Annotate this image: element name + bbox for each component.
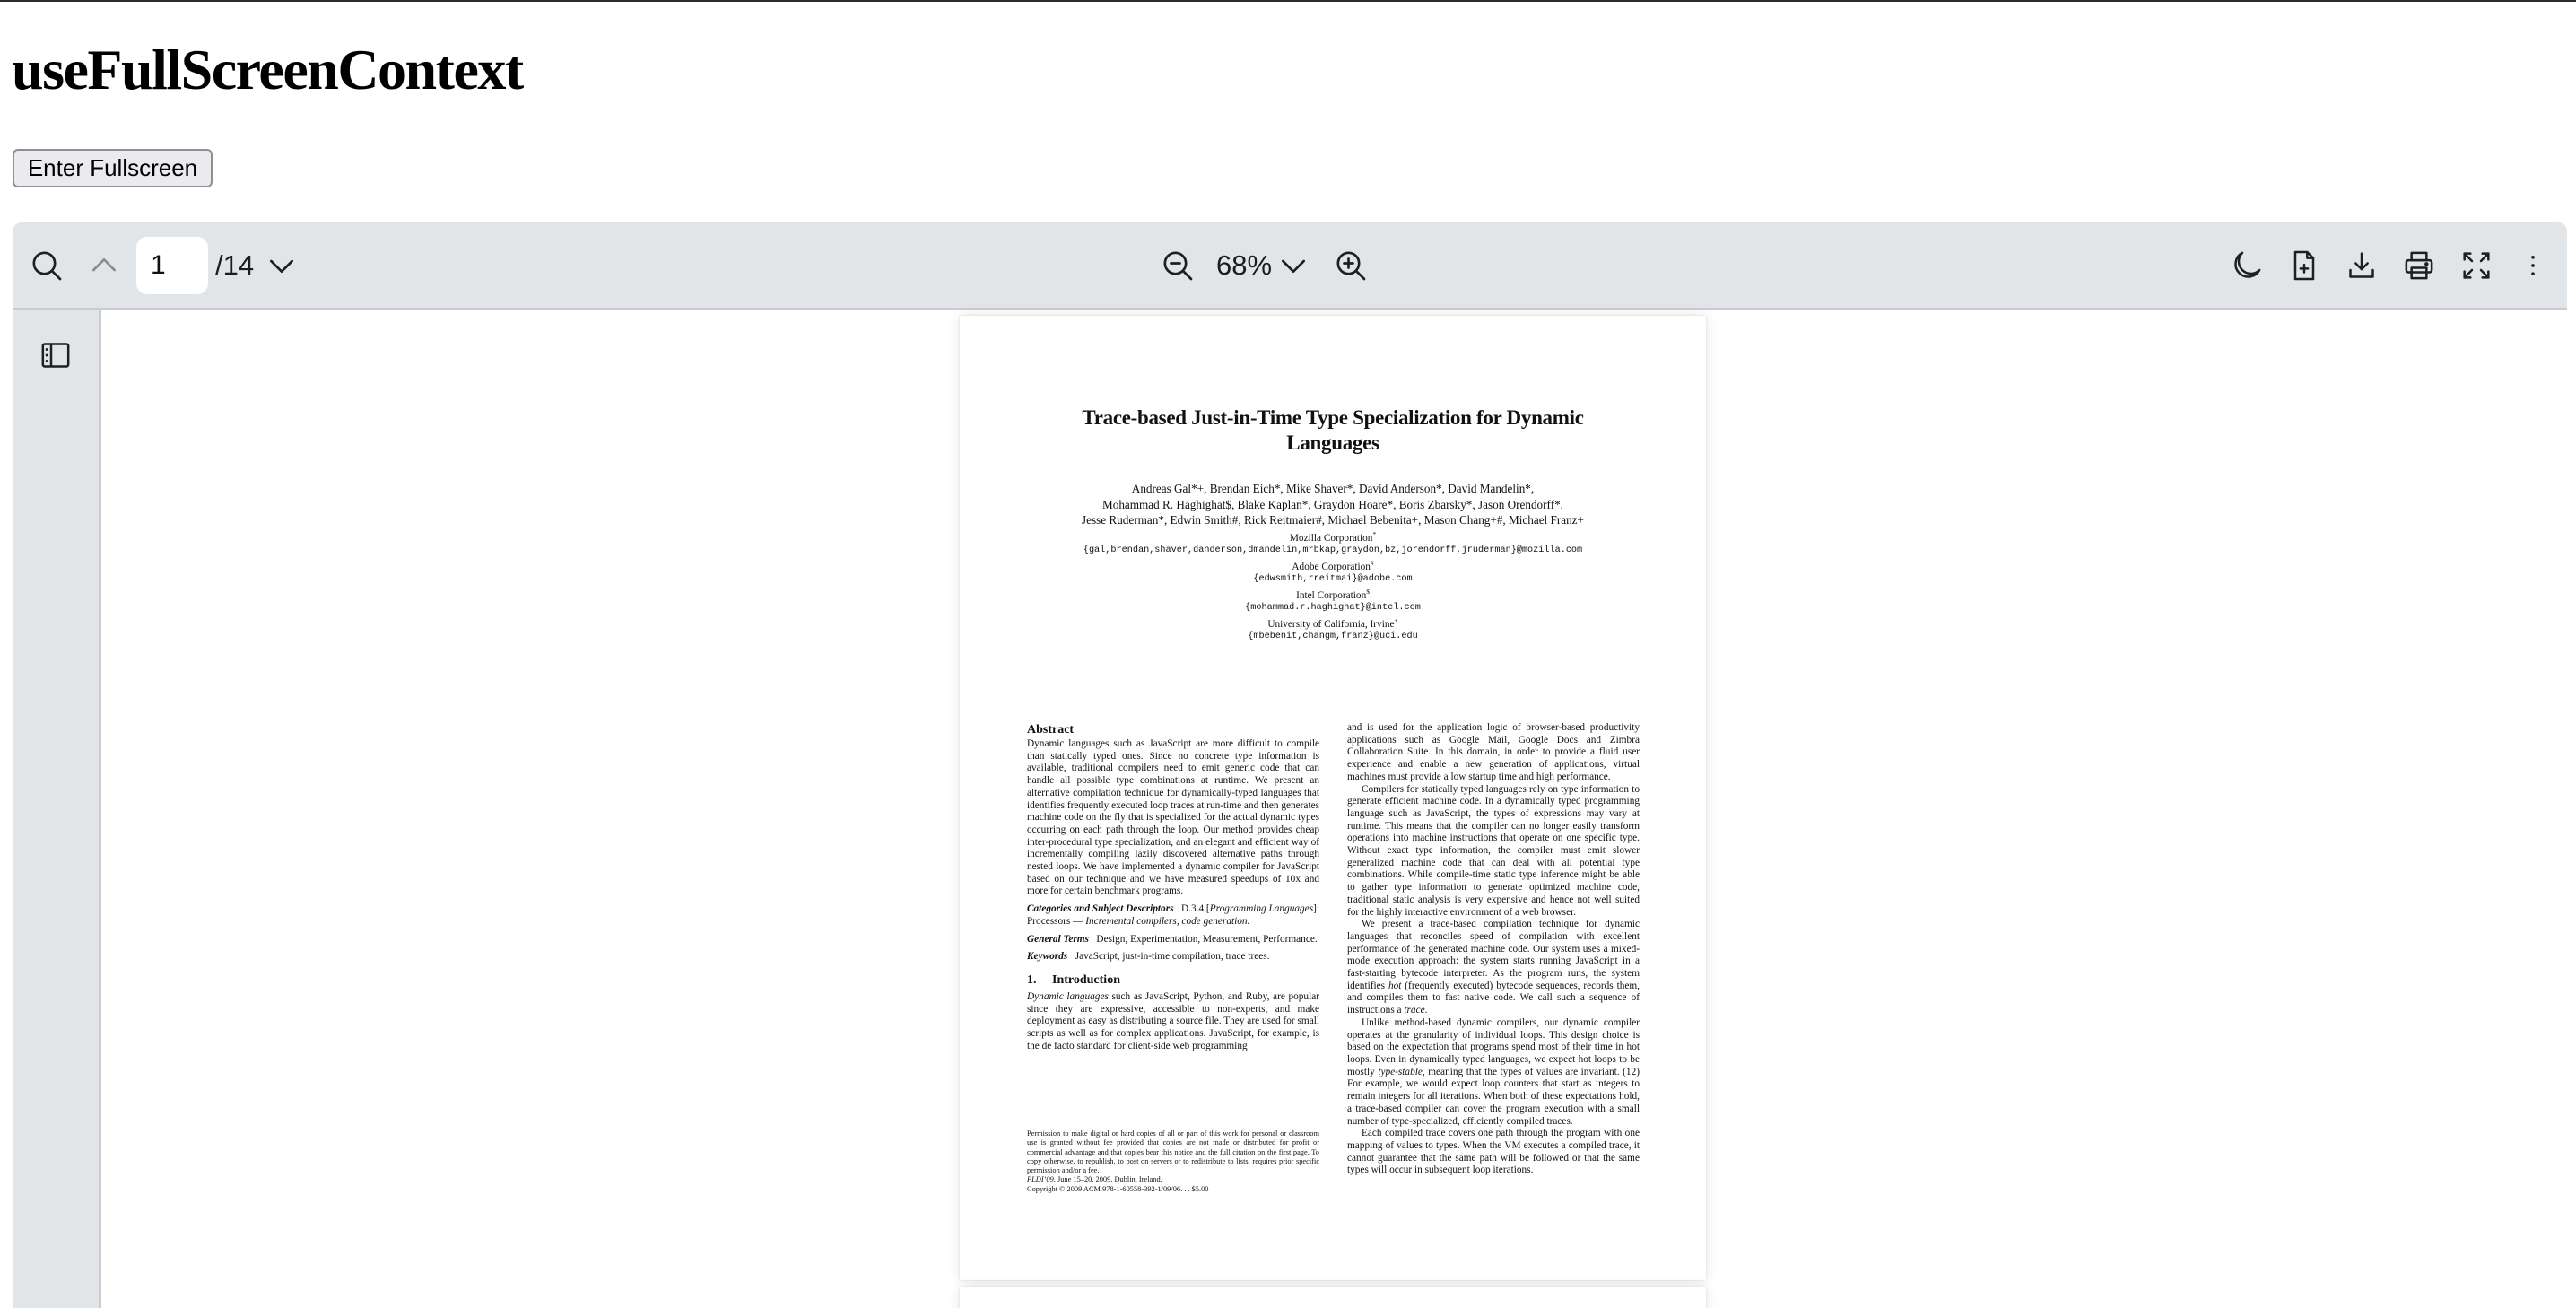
chevron-down-icon[interactable] <box>264 248 300 283</box>
paper-left-column <box>1027 722 1319 1052</box>
zoom-in-icon[interactable] <box>1333 248 1369 283</box>
affiliation: Adobe Corporation# {edwsmith,rreitmai}@adobe.com <box>1253 559 1413 584</box>
pdf-viewer <box>13 222 2567 1308</box>
viewer-sidebar <box>13 310 101 1308</box>
pdf-page-1 <box>960 316 1706 1280</box>
copyright-footnote: Permission to make digital or hard copies of all or part of this work for personal or classroom use is granted without fee provided that copies are not made or distributed for profit or commercial advantage and that copies bear this notice and the full citation on the first page. To copy otherwise, to republish, to post on servers or to redistribute to lists, requires prior specific permission and/or a fee. PLDI’09, June 15–20, 2009, Dublin, Ireland. Copyright © 2009 ACM 978-1-60558-392-1/09/06. . . $5.00 <box>1027 1129 1319 1193</box>
affiliation: Intel Corporation$ {mohammad.r.haghighat}@intel.com <box>1245 588 1421 613</box>
expand-icon[interactable] <box>2459 248 2494 283</box>
page-total-label: /14 <box>215 249 255 281</box>
pdf-page-2 <box>960 1287 1706 1308</box>
zoom-out-icon[interactable] <box>1160 248 1196 283</box>
abstract-heading: Abstract <box>1027 723 1075 737</box>
body-paragraph: and is used for the application logic of browser-based productivity applications such as Google Mail, Google Docs and Zimbra Collaboration Suite. In this domain, in order to provide a fluid user experience and enable a new generation of applications, virtual machines must provide a low startup time and high performance. <box>1347 722 1640 782</box>
chevron-up-icon[interactable] <box>86 248 122 283</box>
search-icon[interactable] <box>29 248 65 283</box>
intro-paragraph: Dynamic languages such as JavaScript, Python, and Ruby, are popular since they are expressive, accessible to non-experts, and make deployment as easy as distributing a source file. They are used for small scripts as well as for complex applications. JavaScript, for example, is the de facto standard for client-side web programming <box>1027 990 1319 1051</box>
more-vertical-icon[interactable] <box>2515 248 2551 283</box>
abstract-text: Dynamic languages such as JavaScript are more difficult to compile than statically typed ones. Since no concrete type information is available, traditional compilers need to emit generic code that can handle all possible type combinations at runtime. We present an alternative compilation technique for dynamically-typed languages that identifies frequently executed loop traces at run-time and then generates machine code on the fly that is specialized for the actual dynamic types occurring on each path through the loop. Our method provides cheap inter-procedural type specialization, and an elegant and efficient way of incrementally compiling lazily discovered alternative paths through nested loops. We have implemented a dynamic compiler for JavaScript based on our technique and we have measured speedups of 10x and more for certain benchmark programs. <box>1027 738 1319 897</box>
general-terms: General Terms Design, Experimentation, Measurement, Performance. <box>1027 933 1318 945</box>
paper-authors <box>1014 481 1652 528</box>
moon-icon[interactable] <box>2229 248 2265 283</box>
viewer-toolbar <box>13 222 2567 310</box>
enter-fullscreen-button[interactable]: Enter Fullscreen <box>13 149 213 187</box>
author-line: Andreas Gal*+, Brendan Eich*, Mike Shaver*, David Anderson*, David Mandelin*, <box>1131 482 1535 495</box>
body-paragraph: Unlike method-based dynamic compilers, our dynamic compiler operates at the granularity of individual loops. This design choice is based on the expectation that programs spend most of their time in hot loops. Even in dynamically typed languages, we expect hot loops to be mostly type-stable, meaning that the types of values are invariant. (12) For example, we would expect loop counters that start as integers to remain integers for all iterations. When both of these expectations hold, a trace-based compiler can cover the program execution with a small number of type-specialized, efficiently compiled traces. <box>1347 1016 1640 1127</box>
paper-affiliations <box>996 530 1670 648</box>
affiliation: University of California, Irvine+ {mbebenit,changm,franz}@uci.edu <box>1248 616 1418 641</box>
affiliation: Mozilla Corporation* {gal,brendan,shaver,danderson,dmandelin,mrbkap,graydon,bz,jorendorff,jruderman}@mozilla.com <box>1083 530 1583 555</box>
sidebar-thumbnails-icon[interactable] <box>38 337 74 373</box>
paper-right-column <box>1347 722 1640 1177</box>
author-line: Jesse Ruderman*, Edwin Smith#, Rick Reitmaier#, Michael Bebenita+, Mason Chang+#, Michael Franz+ <box>1082 513 1584 527</box>
file-plus-icon[interactable] <box>2286 248 2322 283</box>
body-paragraph: Each compiled trace covers one path through the program with one mapping of values to types. When the VM executes a compiled trace, it cannot guarantee that the same path will be followed or that the same types will occur in subsequent loop iterations. <box>1347 1128 1640 1176</box>
paper-title: Trace-based Just-in-Time Type Specialization for Dynamic Languages <box>1082 406 1584 454</box>
download-icon[interactable] <box>2344 248 2380 283</box>
zoom-level-dropdown[interactable]: 68% <box>1216 249 1273 281</box>
body-paragraph: Compilers for statically typed languages rely on type information to generate efficient machine code. In a dynamically typed programming language such as JavaScript, the types of expressions may vary at runtime. This means that the compiler can no longer easily transform operations into machine instructions that operate on one specific type. Without exact type information, the compiler must emit slower generalized machine code that can deal with all potential type combinations. While compile-time static type inference might be able to gather type information to generate optimized machine code, traditional static analysis is very expensive and hence not well suited for the highly interactive environment of a web browser. <box>1347 783 1640 918</box>
page-title: useFullScreenContext <box>12 38 523 101</box>
keywords: Keywords JavaScript, just-in-time compilation, trace trees. <box>1027 951 1270 963</box>
author-line: Mohammad R. Haghighat$, Blake Kaplan*, Graydon Hoare*, Boris Zbarsky*, Jason Orendorff*, <box>1102 497 1563 511</box>
pdf-content-area[interactable] <box>101 310 2567 1308</box>
page-number-input[interactable] <box>136 237 208 294</box>
body-paragraph: We present a trace-based compilation technique for dynamic languages that reconciles speed of compilation with excellent performance of the generated machine code. Our system uses a mixed-mode execution approach: the system starts running JavaScript in a fast-starting bytecode interpreter. As the program runs, the system identifies hot (frequently executed) bytecode sequences, records them, and compiles them to fast native code. We call such a sequence of instructions a trace. <box>1347 919 1640 1016</box>
zoom-menu-chevron-down-icon[interactable] <box>1275 248 1311 283</box>
section-heading-introduction: 1. Introduction <box>1027 972 1120 987</box>
categories: Categories and Subject Descriptors D.3.4 [Programming Languages]: Processors — Incremental compilers, code generation. <box>1027 903 1319 927</box>
print-icon[interactable] <box>2401 248 2437 283</box>
